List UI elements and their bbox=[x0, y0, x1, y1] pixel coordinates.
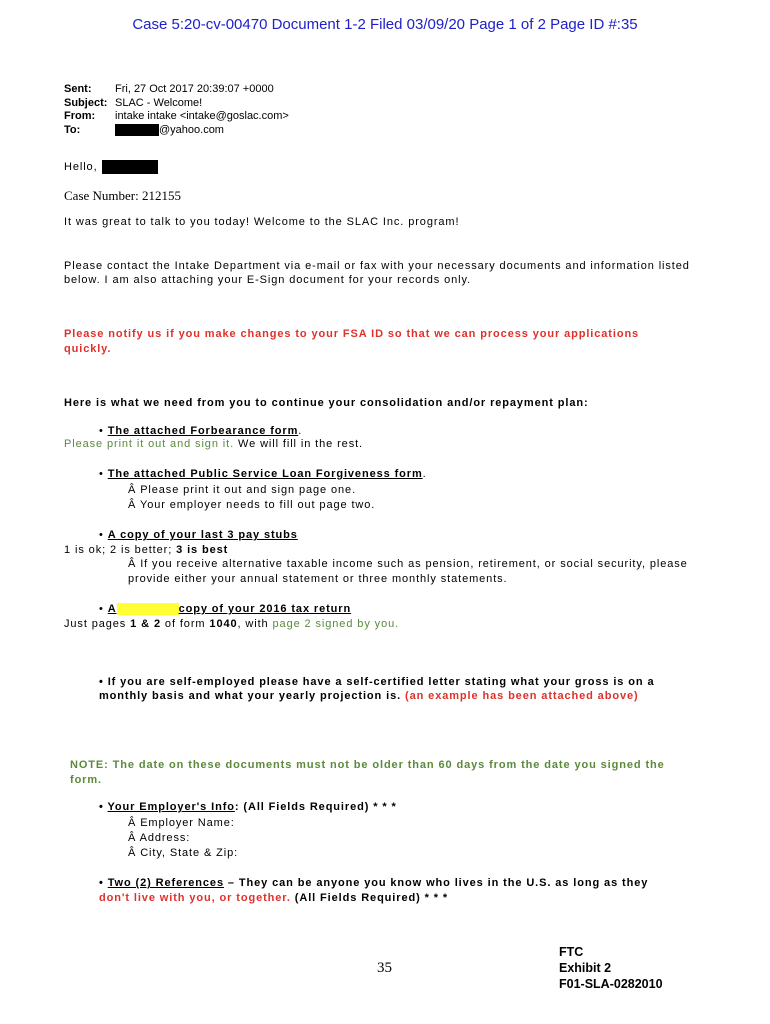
stamp-line-2: Exhibit 2 bbox=[559, 961, 612, 975]
self-employed-example: (an example has been attached above) bbox=[405, 690, 639, 702]
from-value: intake intake <intake@goslac.com> bbox=[115, 110, 289, 122]
employer-info-item bbox=[99, 801, 397, 813]
self-employed-line-2 bbox=[99, 690, 639, 702]
bullet: • bbox=[99, 425, 108, 437]
from-label: From: bbox=[64, 110, 96, 122]
stamp-line-1: FTC bbox=[559, 945, 584, 959]
tax-text-a: Just pages bbox=[64, 618, 131, 630]
redaction-box bbox=[102, 160, 158, 174]
period: . bbox=[298, 425, 303, 437]
contact-text-1: Please contact the Intake Department via e-mail or fax with your necessary documents and information listed bbox=[64, 260, 690, 272]
employer-address-field: Â Address: bbox=[128, 832, 191, 844]
references-item bbox=[99, 877, 648, 889]
sent-value: Fri, 27 Oct 2017 20:39:07 +0000 bbox=[115, 83, 274, 95]
notify-text-2: quickly. bbox=[64, 343, 112, 355]
subject-label: Subject: bbox=[64, 96, 108, 109]
to-label: To: bbox=[64, 123, 81, 136]
page-number: 35 bbox=[377, 960, 392, 976]
bullet: • bbox=[99, 529, 108, 541]
period: . bbox=[422, 468, 427, 480]
paystubs-title: A copy of your last 3 pay stubs bbox=[107, 529, 298, 541]
tax-text-d: 1040 bbox=[209, 618, 238, 630]
pslf-item bbox=[99, 468, 427, 480]
references-title: Two (2) References bbox=[107, 877, 224, 889]
need-heading: Here is what we need from you to continue your consolidation and/or repayment plan: bbox=[64, 397, 589, 409]
paystubs-subitem-1: Â If you receive alternative taxable income such as pension, retirement, or social security, please bbox=[128, 558, 688, 570]
bullet: • bbox=[99, 468, 108, 480]
tax-text-e: , with bbox=[237, 618, 273, 630]
references-text: – They can be anyone you know who lives in the U.S. as long as they bbox=[223, 877, 649, 889]
forbearance-title: The attached Forbearance form bbox=[107, 425, 299, 437]
note-line-1: NOTE: The date on these documents must not be older than 60 days from the date you signed the bbox=[70, 759, 665, 771]
sent-row bbox=[64, 83, 289, 97]
forbearance-green-text: Please print it out and sign it. bbox=[64, 438, 235, 450]
stamp-line-3: F01-SLA-0282010 bbox=[559, 977, 663, 991]
sent-label: Sent: bbox=[64, 83, 92, 95]
greeting-line bbox=[64, 160, 158, 174]
forbearance-item bbox=[99, 425, 302, 437]
note-line-2: form. bbox=[70, 774, 102, 786]
forbearance-instructions bbox=[64, 438, 363, 450]
tax-return-title: copy of your 2016 tax return bbox=[178, 603, 352, 615]
tax-text-b: 1 & 2 bbox=[130, 618, 161, 630]
case-number: Case Number: 212155 bbox=[64, 188, 181, 203]
email-metadata bbox=[64, 83, 289, 137]
paystubs-text: 1 is ok; 2 is better; bbox=[64, 544, 177, 556]
bullet: • bbox=[99, 877, 108, 889]
subject-value: SLAC - Welcome! bbox=[115, 96, 203, 109]
tax-text-f: page 2 signed by you. bbox=[272, 618, 400, 630]
self-employed-line-1: • If you are self-employed please have a self-certified letter stating what your gross is on a bbox=[99, 676, 655, 688]
employer-name-field: Â Employer Name: bbox=[128, 817, 235, 829]
exhibit-stamp bbox=[559, 944, 663, 992]
highlight-mark bbox=[117, 603, 179, 615]
notify-text-1: Please notify us if you make changes to your FSA ID so that we can process your applications bbox=[64, 328, 640, 340]
tax-return-line bbox=[64, 618, 399, 630]
references-red-text: don't live with you, or together. bbox=[99, 892, 291, 904]
self-employed-text: monthly basis and what your yearly projection is. bbox=[99, 690, 406, 702]
employer-info-required: : (All Fields Required) * * * bbox=[234, 801, 397, 813]
subject-row bbox=[64, 97, 289, 111]
tax-text-c: of form bbox=[160, 618, 210, 630]
employer-city-field: Â City, State & Zip: bbox=[128, 847, 239, 859]
tax-return-item bbox=[99, 603, 351, 615]
from-row bbox=[64, 110, 289, 124]
references-line-2 bbox=[99, 892, 448, 904]
bullet: • bbox=[99, 603, 108, 615]
pslf-title: The attached Public Service Loan Forgiveness form bbox=[107, 468, 423, 480]
pslf-subitem-1: Â Please print it out and sign page one. bbox=[128, 484, 357, 496]
greeting: Hello, bbox=[64, 160, 98, 173]
paystubs-subitem-2: provide either your annual statement or three monthly statements. bbox=[128, 573, 508, 585]
case-header: Case 5:20-cv-00470 Document 1-2 Filed 03/09/20 Page 1 of 2 Page ID #:35 bbox=[132, 16, 638, 33]
paystubs-line bbox=[64, 544, 228, 556]
welcome-text: It was great to talk to you today! Welcome to the SLAC Inc. program! bbox=[64, 216, 460, 228]
employer-info-title: Your Employer's Info bbox=[107, 801, 235, 813]
pslf-subitem-2: Â Your employer needs to fill out page two. bbox=[128, 499, 376, 511]
redaction-box bbox=[115, 124, 159, 136]
paystubs-item bbox=[99, 529, 298, 541]
paystubs-best: 3 is best bbox=[176, 544, 229, 556]
to-row bbox=[64, 124, 289, 138]
forbearance-rest-text: We will fill in the rest. bbox=[234, 438, 364, 450]
to-value: @yahoo.com bbox=[159, 123, 224, 136]
bullet: • bbox=[99, 801, 108, 813]
tax-a: A bbox=[107, 603, 117, 615]
contact-text-2: below. I am also attaching your E-Sign document for your records only. bbox=[64, 274, 472, 286]
references-required: (All Fields Required) * * * bbox=[290, 892, 449, 904]
